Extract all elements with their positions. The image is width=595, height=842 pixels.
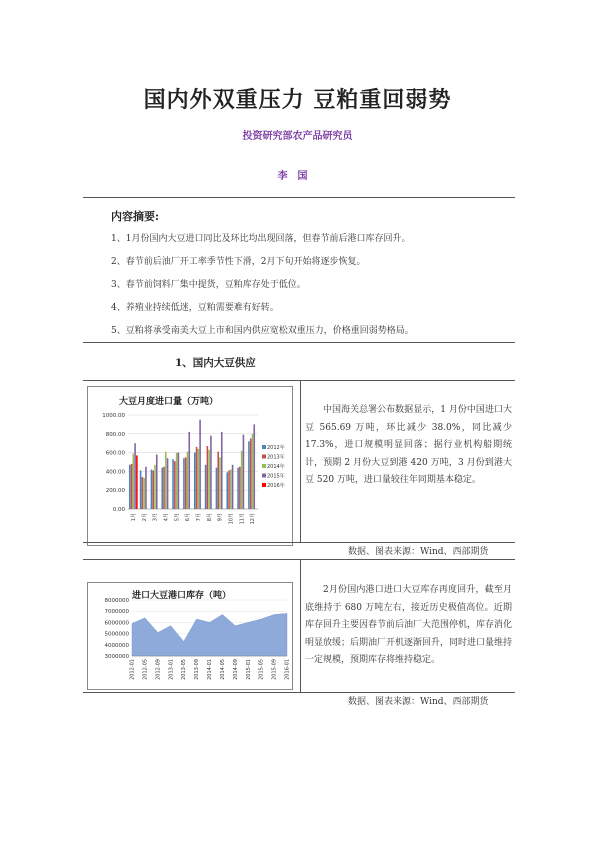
x-tick-label: 7月 [195,513,202,522]
bar [145,467,147,509]
legend-swatch [262,464,266,468]
bar [188,432,190,509]
bar [208,450,210,509]
x-tick-label: 5月 [174,513,181,522]
x-tick-label: 2014-05 [219,659,226,680]
x-tick-label: 12月 [250,513,257,525]
import-bar-chart [88,387,292,545]
bar [131,464,133,509]
x-tick-label: 2014-01 [207,659,213,680]
bar [219,457,221,509]
bar [205,465,207,509]
summary-item-4: 4、养殖业持续低迷，豆粕需要难有好转。 [111,303,279,313]
bar [152,470,154,509]
x-tick-label: 2012-05 [142,659,149,680]
x-tick-label: 2013-01 [168,659,175,680]
inventory-area-chart [88,583,292,689]
bar [228,470,230,509]
x-tick-label: 2012-01 [129,659,136,680]
bar [172,459,174,509]
y-tick-label: 3000000 [104,654,129,660]
bar [176,453,178,509]
y-tick-label: 0.00 [112,507,125,513]
legend-label: 2015年 [267,473,285,480]
y-tick-label: 400.00 [105,469,125,476]
legend-label: 2014年 [267,464,285,470]
y-tick-label: 1000.00 [102,413,125,419]
document-title: 国内外双重压力 豆粕重回弱势 [143,87,452,113]
bar [253,424,255,509]
figure1-description: 中国海关总署公布数据显示，1 月份中国进口大豆 565.69 万吨，环比减少 38.0%，同比减少 17.3%，进口规模明显回落；据行业机构船期统计，预期 2 月份大豆到港 420 万吨，3 月份到港大豆 520 万吨，进口量较往年同期基本稳定。 [305,405,512,485]
legend-swatch [262,455,266,459]
x-tick-label: 2013-05 [181,659,188,680]
figure2-source: 数据、图表来源：Wind、西部期货 [348,697,489,707]
section-title: 1、国内大豆供应 [175,357,256,369]
y-tick-label: 4000000 [104,642,129,649]
bar [216,468,218,509]
bar [183,458,185,509]
inventory-chart-title: 进口大豆港口库存（吨） [132,591,232,601]
bar [187,452,189,509]
inventory-chart-panel [87,582,293,690]
bar [136,455,138,509]
bar [154,465,156,509]
x-tick-label: 8月 [206,513,213,522]
bar [151,470,153,509]
y-tick-label: 8000000 [104,598,129,604]
bar [250,439,252,510]
legend-label: 2016年 [267,483,285,489]
figure1-source: 数据、图表来源：Wind、西部期货 [348,547,489,557]
bar [207,446,209,509]
legend-swatch [262,474,266,478]
author-name: 李国 [277,171,318,182]
legend-label: 2012年 [267,445,285,451]
bar [248,441,250,509]
x-tick-label: 11月 [239,513,246,525]
bar [196,447,198,509]
summary-top-rule [83,197,515,198]
bar [178,453,180,509]
x-tick-label: 2015-09 [271,659,278,680]
bar [217,452,219,509]
x-tick-label: 9月 [217,513,224,522]
bar [243,435,245,509]
bar [163,467,165,509]
figure2-top-rule [83,559,515,560]
x-tick-label: 2015-01 [245,659,252,680]
bar [156,454,158,509]
x-tick-label: 2016-01 [284,659,291,680]
y-tick-label: 5000000 [104,631,129,638]
x-tick-label: 2015-05 [258,659,265,680]
figure1-bottom-rule [83,542,515,543]
x-tick-label: 6月 [185,513,192,522]
x-tick-label: 3月 [152,513,159,522]
figure2-divider [300,559,301,692]
figure2-description: 2月份国内港口进口大豆库存再度回升，截至月底维持于 680 万吨左右，接近历史极值高位。近期库存回升主要因春节前后油厂大范围停机，库存消化明显放缓；后期油厂开机逐渐回升，同时进口量维持一定规模，预期库存将维持稳定。 [305,585,513,665]
bar [239,467,241,509]
summary-item-2: 2、春节前后油厂开工率季节性下滑，2月下旬开始将逐步恢复。 [111,257,366,267]
bar [230,470,232,509]
bar [226,472,228,509]
bar [129,465,131,509]
summary-heading: 内容摘要: [111,210,160,223]
summary-bottom-rule [83,342,515,343]
legend-swatch [262,483,266,487]
figure2-bottom-rule [83,692,515,693]
bar [143,478,145,509]
department-label: 投资研究部农产品研究员 [242,131,353,142]
summary-item-5: 5、豆粕将承受南美大豆上市和国内供应宽松双重压力，价格重回弱势格局。 [111,326,414,336]
bar [199,420,201,509]
y-tick-label: 6000000 [104,620,129,627]
bar [210,436,212,509]
import-chart-panel [87,386,293,546]
bar [140,470,142,509]
x-tick-label: 10月 [228,513,235,525]
y-tick-label: 200.00 [105,488,125,495]
bar [241,451,243,509]
bar [161,468,163,509]
bar [134,443,136,509]
x-tick-label: 2月 [141,513,148,522]
bar [133,454,135,509]
import-chart-title: 大豆月度进口量（万吨） [119,397,219,407]
bar [198,449,200,509]
bar [185,457,187,509]
y-tick-label: 800.00 [105,431,125,438]
summary-item-3: 3、春节前饲料厂集中提货，豆粕库存处于低位。 [111,280,306,290]
legend-label: 2013年 [267,454,285,461]
bar [232,465,234,509]
x-tick-label: 1月 [130,513,137,522]
y-tick-label: 7000000 [104,609,129,616]
figure1-top-rule [83,380,515,381]
x-tick-label: 2014-09 [232,659,239,680]
inventory-area [132,613,287,656]
bar [165,452,167,509]
legend-swatch [262,445,266,449]
bar [174,461,176,509]
figure1-divider [300,380,301,542]
bar [221,432,223,509]
bar [167,458,169,509]
bar [252,434,254,509]
summary-item-1: 1、1月份国内大豆进口同比及环比均出现回落，但春节前后港口库存回升。 [111,234,411,244]
bar [194,453,196,509]
bar [142,477,144,509]
x-tick-label: 2013-09 [194,659,201,680]
x-tick-label: 2012-09 [155,659,162,680]
x-tick-label: 4月 [163,513,170,522]
y-tick-label: 600.00 [105,450,125,457]
bar [237,468,239,509]
